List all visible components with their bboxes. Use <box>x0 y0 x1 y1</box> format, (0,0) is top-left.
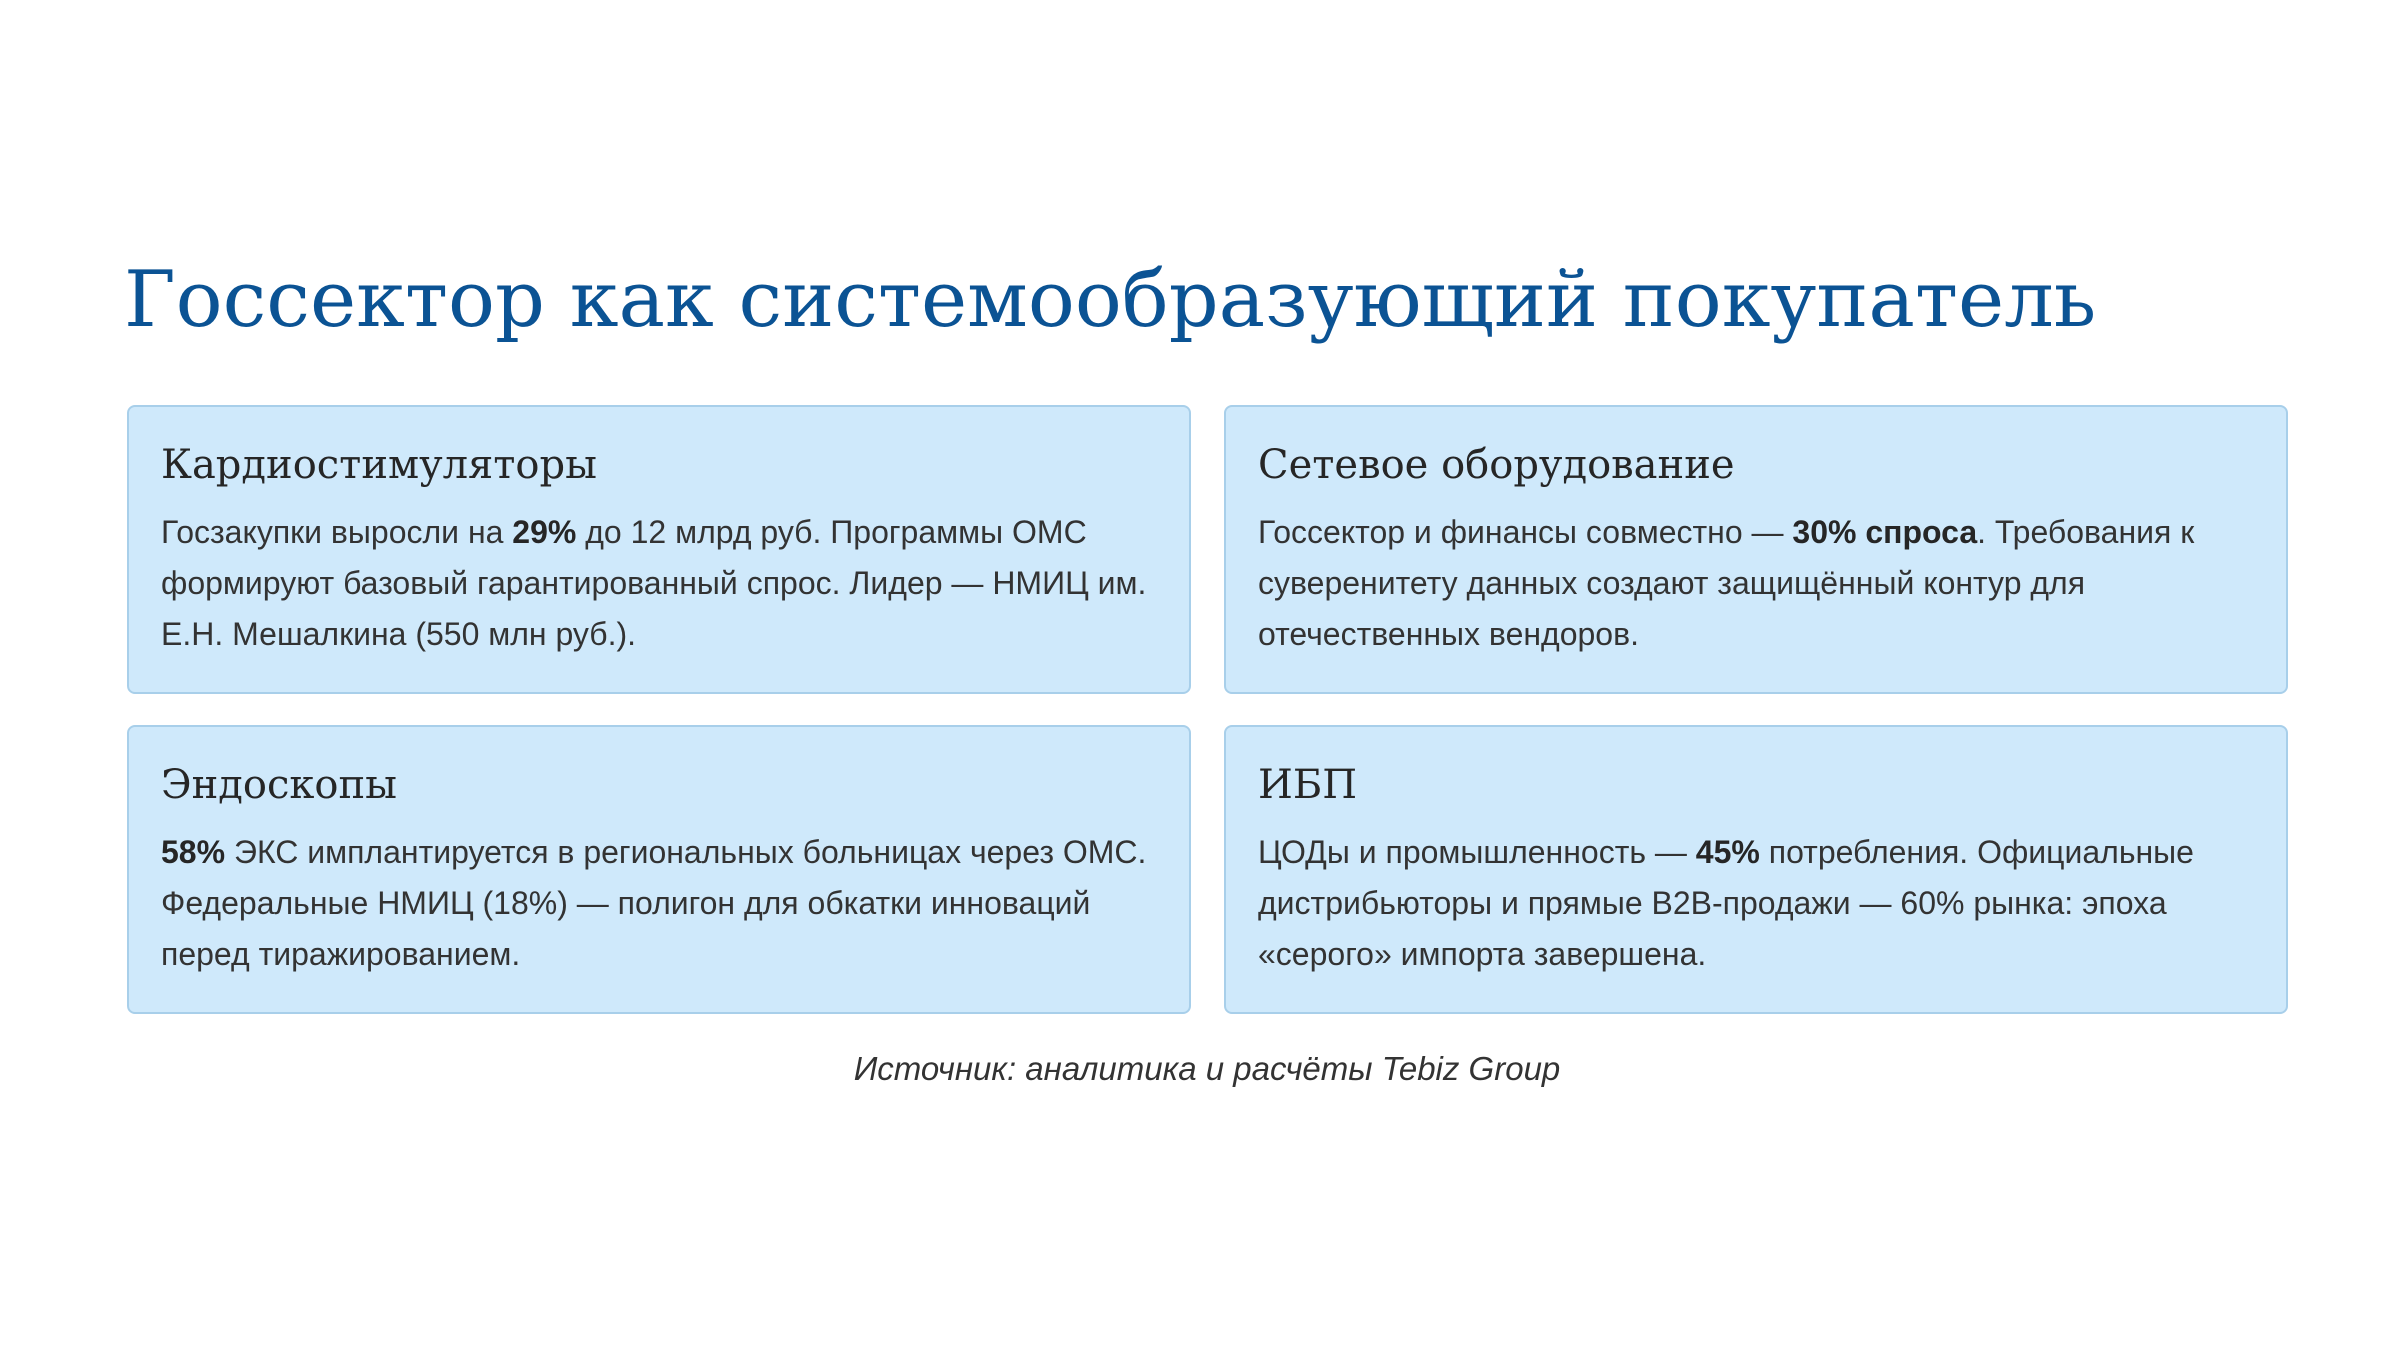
page-title: Госсектор как системообразующий покупатель <box>124 255 2097 345</box>
card-highlight: 58% <box>161 834 226 870</box>
card-text-part: потребления. Официальные дистрибьюторы и прямые B2B-продажи — 60% рынка: эпоха «серого» импорта завершена. <box>1258 834 2194 972</box>
card-ups <box>1224 725 2288 1014</box>
card-title: Кардиостимуляторы <box>161 442 597 488</box>
card-text-part: Госзакупки выросли на <box>161 514 513 550</box>
card-network-equipment <box>1224 405 2288 694</box>
card-pacemakers <box>127 405 1191 694</box>
card-text-part: ЦОДы и промышленность — <box>1258 834 1696 870</box>
card-text-part: Госсектор и финансы совместно — <box>1258 514 1793 550</box>
card-endoscopes <box>127 725 1191 1014</box>
card-text <box>1258 827 2254 980</box>
card-text <box>1258 507 2254 660</box>
card-text-part: . Требования к суверенитету данных создают защищённый контур для отечественных вендоров. <box>1258 514 2195 652</box>
card-highlight: 45% <box>1695 834 1760 870</box>
card-title: ИБП <box>1258 762 1358 808</box>
card-title: Сетевое оборудование <box>1258 442 1735 488</box>
cards-grid <box>127 405 2287 1014</box>
source-note: Источник: аналитика и расчёты Tebiz Group <box>853 1050 1561 1087</box>
card-title: Эндоскопы <box>161 762 397 808</box>
card-text-part: до 12 млрд руб. Программы ОМС формируют базовый гарантированный спрос. Лидер — НМИЦ им. Е.Н. Мешалкина (550 млн руб.). <box>161 514 1147 652</box>
card-highlight: 29% <box>512 514 577 550</box>
card-text-part: ЭКС имплантируется в региональных больницах через ОМС. Федеральные НМИЦ (18%) — полигон для обкатки инноваций перед тиражированием. <box>161 834 1147 972</box>
card-text <box>161 827 1157 980</box>
card-highlight: 30% спроса <box>1792 514 1978 550</box>
card-text <box>161 507 1157 660</box>
